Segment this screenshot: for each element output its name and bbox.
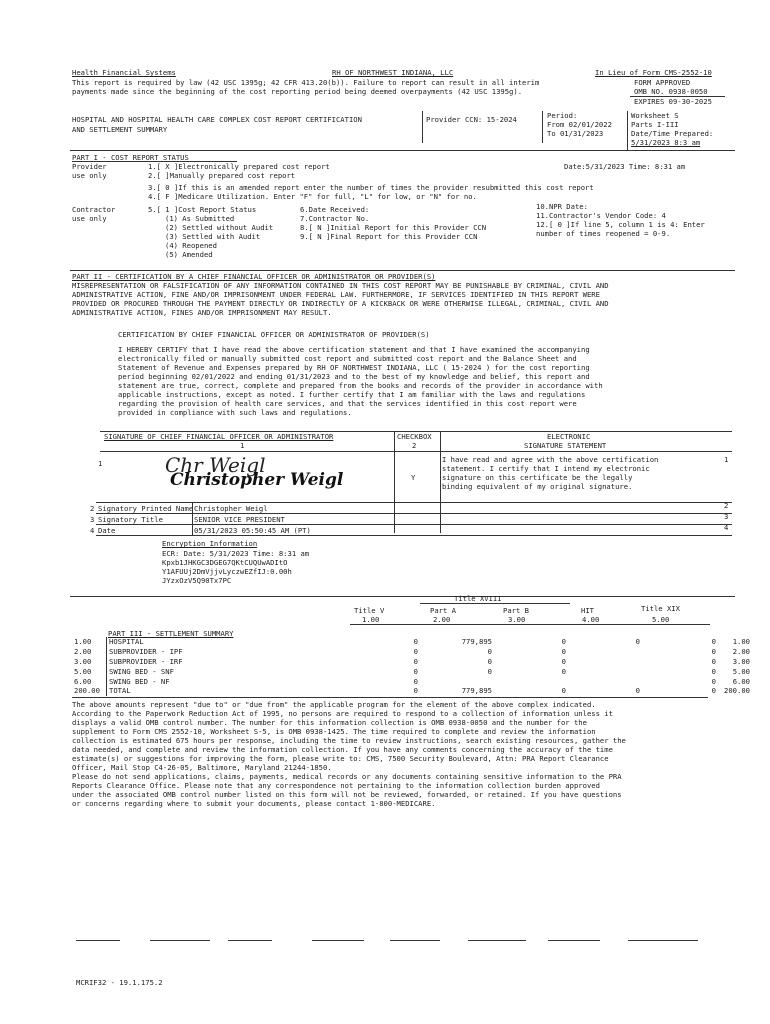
right-line-11: 11.Contractor's Vendor Code: 4 <box>536 211 666 220</box>
provider-use-label: Provider <box>72 162 107 171</box>
statement-text-1: I have read and agree with the above certification <box>442 455 659 464</box>
row-4-right: 4 <box>724 523 729 532</box>
cell-part-b: 0 <box>561 637 566 647</box>
date-value: 05/31/2023 05:50:45 AM (PT) <box>194 526 311 535</box>
col-title-xix: Title XIX <box>641 604 680 613</box>
notice-line-2: payments made since the beginning of the cost reporting period being deemed overpayments (42 USC 1395g). <box>72 87 523 96</box>
checkbox-column-number: 2 <box>412 441 417 450</box>
row-4-label: Date <box>98 526 116 535</box>
printed-name-value: Christopher Weigl <box>194 504 268 513</box>
checkbox-value: Y <box>411 473 416 482</box>
cell-part-a: 779,895 <box>461 637 492 647</box>
cell-title-xix: 0 <box>711 647 716 657</box>
row-3-right: 3 <box>724 512 729 521</box>
footer-line-3: displays a valid OMB control number. The number for this information collection is OMB 0938-0050 and the number for the <box>72 718 587 727</box>
footer-line-2: According to the Paperwork Reduction Act of 1995, no persons are required to respond to a collection of information unless it <box>72 709 613 718</box>
row-label: HOSPITAL <box>107 637 357 647</box>
worksheet-label: Worksheet S <box>631 111 679 120</box>
cell-part-a: 0 <box>487 647 492 657</box>
statement-text-2: statement. I certify that I intend my electronic <box>442 464 650 473</box>
col-1-num: 1.00 <box>362 615 380 624</box>
cell-title-xix: 0 <box>711 666 716 676</box>
table-row <box>72 657 752 667</box>
row-4-number: 4 <box>90 526 95 535</box>
provider-ccn: Provider CCN: 15-2024 <box>426 115 517 124</box>
checkbox-header: CHECKBOX <box>397 432 432 441</box>
electronic-header: ELECTRONIC <box>547 432 591 441</box>
notice-line-1: This report is required by law (42 USC 1395g; 42 CFR 413.20(b)). Failure to report can result in all interim <box>72 78 540 87</box>
cert-text-6: applicable instructions, except as noted. I further certify that I am familiar with the laws and regulations <box>118 390 586 399</box>
footer-line-8: Officer, Mail Stop C4-26-05, Baltimore, Maryland 21244-1850. <box>72 763 332 772</box>
report-title-line-2: AND SETTLEMENT SUMMARY <box>72 125 168 134</box>
row-2-number: 2 <box>90 504 95 513</box>
table-row <box>72 647 752 657</box>
row-3-number: 3 <box>90 515 95 524</box>
part-1-item-4: 4.[ F ]Medicare Utilization. Enter "F" for full, "L" for low, or "N" for no. <box>148 192 477 201</box>
report-title-line-1: HOSPITAL AND HOSPITAL HEALTH CARE COMPLEX COST REPORT CERTIFICATION <box>72 115 362 124</box>
part-1-item-2: 2.[ ]Manually prepared cost report <box>148 171 296 180</box>
datetime-prepared-value: 5/31/2023 8:3 am <box>631 138 701 147</box>
cell-part-a <box>420 676 494 686</box>
cert-text-1: I HEREBY CERTIFY that I have read the above certification statement and that I have examined the accompanying <box>118 345 590 354</box>
provider-name: RH OF NORTHWEST INDIANA, LLC <box>332 68 454 77</box>
line-end: 3.00 <box>732 656 750 666</box>
footer-line-12: or concerns regarding where to submit your documents, please contact 1-800-MEDICARE. <box>72 799 436 808</box>
settlement-summary-table <box>72 637 752 696</box>
warning-line-1: MISREPRESENTATION OR FALSIFICATION OF ANY INFORMATION CONTAINED IN THIS COST REPORT MAY BE PUNISHABLE BY CRIMINAL, CIVIL AND <box>72 281 609 290</box>
omb-expires: EXPIRES 09-30-2025 <box>634 97 712 106</box>
period-to: To 01/31/2023 <box>547 129 604 138</box>
line-number: 3.00 <box>74 656 92 666</box>
part-3-heading: PART III - SETTLEMENT SUMMARY <box>108 629 234 638</box>
col-4-num: 4.00 <box>582 615 600 624</box>
statement-row-number: 1 <box>724 455 729 464</box>
encryption-line-1: ECR: Date: 5/31/2023 Time: 8:31 am <box>162 549 310 558</box>
footer-line-11: under the associated OMB control number listed on this form will not be reviewed, forwarded, or retained. If you have questions <box>72 790 622 799</box>
cert-text-5: statement are true, correct, complete and prepared from the books and records of the provider in accordance with <box>118 381 603 390</box>
line-end: 1.00 <box>732 637 750 647</box>
row-2-label: Signatory Printed Name <box>98 504 194 513</box>
cell-title-v: 0 <box>413 686 418 696</box>
cell-part-a: 779,895 <box>461 686 492 696</box>
status-line-1: (1) As Submitted <box>165 214 235 223</box>
row-label: SUBPROVIDER - IRF <box>107 657 357 667</box>
table-row <box>72 676 752 686</box>
signature-row-number: 1 <box>98 459 103 468</box>
form-reference: In Lieu of Form CMS-2552-10 <box>595 68 712 77</box>
status-line-0: 5.[ 1 ]Cost Report Status <box>148 205 257 214</box>
cell-title-v: 0 <box>413 656 418 666</box>
statement-text-4: binding equivalent of my original signature. <box>442 482 633 491</box>
cell-part-a: 0 <box>487 666 492 676</box>
part-1-item-1: 1.[ X ]Electronically prepared cost report <box>148 162 330 171</box>
cert-text-7: regarding the provision of health care services, and that the services identified in this cost report were <box>118 399 577 408</box>
cert-text-4: period beginning 02/01/2022 and ending 01/31/2023 and to the best of my knowledge and belief, this report and <box>118 372 590 381</box>
line-number: 200.00 <box>74 686 100 696</box>
period-from: From 02/01/2022 <box>547 120 612 129</box>
row-label: SWING BED - SNF <box>107 666 357 676</box>
cell-title-v: 0 <box>413 666 418 676</box>
line-number: 6.00 <box>74 676 92 686</box>
mid-line-9: 9.[ N ]Final Report for this Provider CCN <box>300 232 478 241</box>
cell-part-b: 0 <box>561 686 566 696</box>
part-2-heading: PART II - CERTIFICATION BY A CHIEF FINANCIAL OFFICER OR ADMINISTRATOR OR PROVIDER(S) <box>72 272 436 281</box>
col-3-num: 3.00 <box>508 615 526 624</box>
status-line-4: (4) Reopened <box>165 241 217 250</box>
table-row <box>72 686 752 696</box>
footer-line-4: supplement to Form CMS 2552-10, Worksheet S-5, is OMB 0938-1425. The time required to complete and review the information <box>72 727 596 736</box>
footer-line-7: estimate(s) or suggestions for improving the form, please write to: CMS, 7500 Security Boulevard, Attn: PRA Report Clearance <box>72 754 609 763</box>
provider-use-only-label: use only <box>72 171 107 180</box>
parts-label: Parts I-III <box>631 120 679 129</box>
cell-part-a: 0 <box>487 656 492 666</box>
datetime-prepared-label: Date/Time Prepared: <box>631 129 714 138</box>
cell-title-v: 0 <box>413 637 418 647</box>
org-name: Health Financial Systems <box>72 68 176 77</box>
row-label: TOTAL <box>107 686 357 696</box>
line-end: 6.00 <box>732 676 750 686</box>
table-row <box>72 666 752 676</box>
table-row <box>72 637 752 647</box>
line-number: 2.00 <box>74 647 92 657</box>
right-line-10: 10.NPR Date: <box>536 202 588 211</box>
part-1-heading: PART I - COST REPORT STATUS <box>72 153 189 162</box>
col-title-v: Title V <box>354 606 385 615</box>
footer-line-1: The above amounts represent "due to" or "due from" the applicable program for the element of the above complex indicated. <box>72 700 596 709</box>
footer-line-5: collection is estimated 675 hours per response, including the time to review instructions, search existing resources, gather the <box>72 736 626 745</box>
cell-hit <box>568 676 642 686</box>
mid-line-7: 7.Contractor No. <box>300 214 370 223</box>
cell-title-xix: 0 <box>711 656 716 666</box>
prepared-date-time: Date:5/31/2023 Time: 8:31 am <box>564 162 686 171</box>
warning-line-2: ADMINISTRATIVE ACTION, FINE AND/OR IMPRISONMENT UNDER FEDERAL LAW. FURTHERMORE, IF SERVICES IDENTIFIED IN THIS REPORT WERE <box>72 290 600 299</box>
cell-title-v: 0 <box>413 647 418 657</box>
title-value: SENIOR VICE PRESIDENT <box>194 515 285 524</box>
contractor-use-only-label: use only <box>72 214 107 223</box>
line-end: 2.00 <box>732 647 750 657</box>
cell-hit <box>568 657 642 667</box>
col-5-num: 5.00 <box>652 615 670 624</box>
cert-text-8: provided in compliance with such laws and regulations. <box>118 408 352 417</box>
contractor-use-label: Contractor <box>72 205 116 214</box>
period-label: Period: <box>547 111 578 120</box>
cert-text-2: electronically filed or manually submitted cost report and submitted cost report and the Balance Sheet and <box>118 354 577 363</box>
col-part-a: Part A <box>430 606 456 615</box>
row-label: SUBPROVIDER - IPF <box>107 647 357 657</box>
footer-line-10: Reports Clearance Office. Please note that any correspondence not pertaining to the information collection burden approved <box>72 781 600 790</box>
encryption-title: Encryption Information <box>162 539 258 548</box>
encryption-line-4: JYzxOzV5Q90Tx7PC <box>162 576 232 585</box>
cell-hit <box>568 647 642 657</box>
signature-statement-header: SIGNATURE STATEMENT <box>524 441 607 450</box>
warning-line-3: PROVIDED OR PROCURED THROUGH THE PAYMENT DIRECTLY OR INDIRECTLY OF A KICKBACK OR WERE OTHERWISE ILLEGAL, CRIMINAL, CIVIL AND <box>72 299 609 308</box>
col-part-b: Part B <box>503 606 529 615</box>
handwritten-signature: Chr Weigl <box>165 453 266 477</box>
cert-text-3: Statement of Revenue and Expenses prepared by RH OF NORTHWEST INDIANA, LLC ( 15-2024 ) for the cost reporting <box>118 363 590 372</box>
cell-part-b: 0 <box>561 656 566 666</box>
signature-column-number: 1 <box>240 441 245 450</box>
warning-line-4: ADMINISTRATIVE ACTION, FINES AND/OR IMPRISONMENT MAY RESULT. <box>72 308 332 317</box>
signature-name: Christopher Weigl <box>170 470 344 490</box>
row-2-right: 2 <box>724 501 729 510</box>
footer-line-9: Please do not send applications, claims, payments, medical records or any documents containing sensitive information to the PRA <box>72 772 622 781</box>
certification-title: CERTIFICATION BY CHIEF FINANCIAL OFFICER OR ADMINISTRATOR OF PROVIDER(S) <box>118 330 430 339</box>
cell-hit <box>568 666 642 676</box>
status-line-2: (2) Settled without Audit <box>165 223 274 232</box>
mid-line-8: 8.[ N ]Initial Report for this Provider CCN <box>300 223 487 232</box>
line-number: 5.00 <box>74 666 92 676</box>
row-label: SWING BED - NF <box>107 676 357 686</box>
row-3-label: Signatory Title <box>98 515 163 524</box>
encryption-line-3: Y1AFUUj2DmVjjvLyczwEZfIJ:0.00h <box>162 567 292 576</box>
cell-hit: 0 <box>635 686 640 696</box>
title-xviii-header: Title XVIII <box>454 594 502 603</box>
mid-line-6: 6.Date Received: <box>300 205 370 214</box>
cell-title-v: 0 <box>413 676 418 686</box>
part-1-item-3: 3.[ 0 ]If this is an amended report enter the number of times the provider resubmitted this cost report <box>148 183 594 192</box>
cell-title-xix: 0 <box>711 676 716 686</box>
col-2-num: 2.00 <box>433 615 451 624</box>
line-end: 200.00 <box>724 686 750 696</box>
cell-part-b: 0 <box>561 647 566 657</box>
status-line-3: (3) Settled with Audit <box>165 232 261 241</box>
line-number: 1.00 <box>74 637 92 647</box>
cell-hit: 0 <box>635 637 640 647</box>
footer-line-6: data needed, and complete and review the information collection. If you have any comments concerning the accuracy of the time <box>72 745 613 754</box>
cell-title-xix: 0 <box>711 637 716 647</box>
right-line-12b: number of times reopened = 0-9. <box>536 229 671 238</box>
line-end: 5.00 <box>732 666 750 676</box>
omb-approved: FORM APPROVED <box>634 78 691 87</box>
right-line-12: 12.[ 0 ]If line 5, column 1 is 4: Enter <box>536 220 705 229</box>
signature-header: SIGNATURE OF CHIEF FINANCIAL OFFICER OR ADMINISTRATOR <box>104 432 334 441</box>
cell-part-b: 0 <box>561 666 566 676</box>
encryption-line-2: Kpxb1JHKGC3DGEG7QKtCUQUwADItO <box>162 558 288 567</box>
software-version: MCRIF32 - 19.1.175.2 <box>76 978 163 987</box>
status-line-5: (5) Amended <box>165 250 213 259</box>
col-hit: HIT <box>581 606 594 615</box>
cell-part-b <box>494 676 568 686</box>
cell-title-xix: 0 <box>711 686 716 696</box>
omb-number: OMB NO. 0938-0050 <box>634 87 708 96</box>
statement-text-3: signature on this certificate be the legally <box>442 473 633 482</box>
